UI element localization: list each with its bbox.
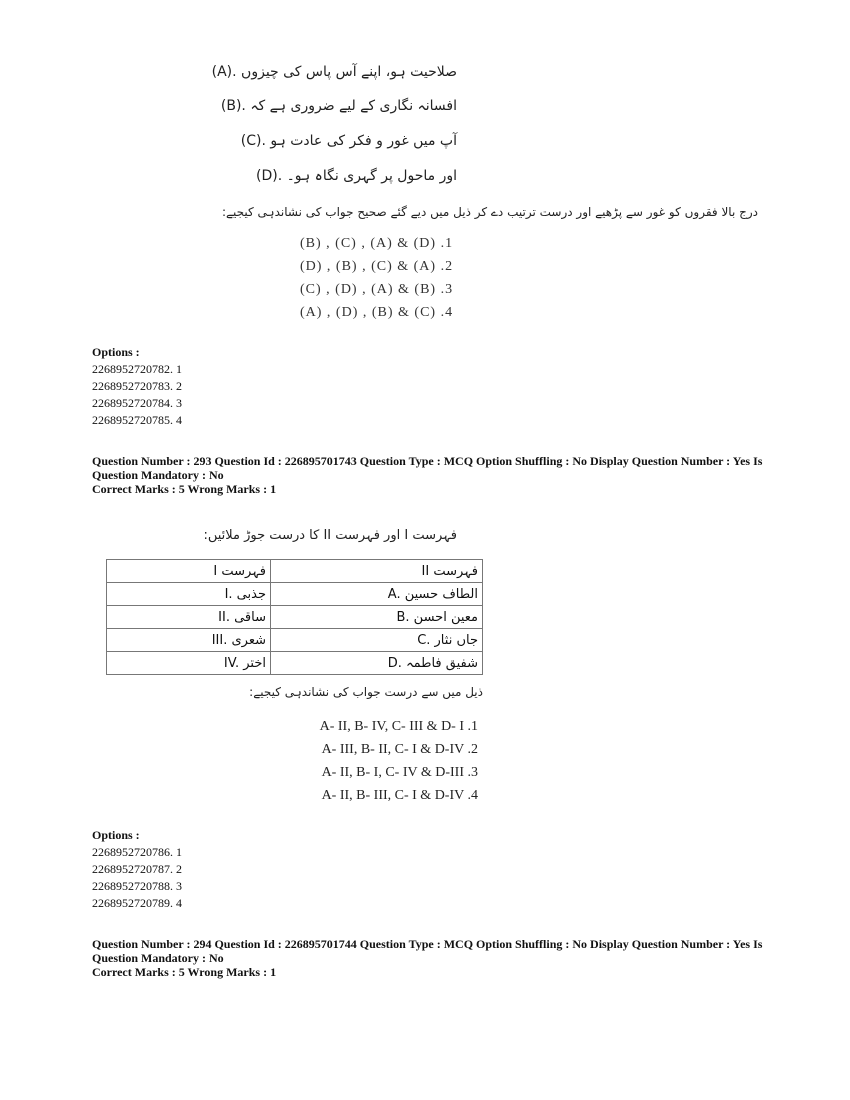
q292-instruction: درج بالا فقروں کو غور سے پڑھیے اور درست ترتیب دے کر ذیل میں دیے گئے صحیح جواب کی نشاندہی کیجیے: — [221, 205, 758, 219]
match-answer-4: A- II, B- III, C- I & D-IV .4 — [321, 788, 478, 803]
header-list-2: فہرست II — [271, 560, 483, 583]
option-id: 2268952720787. 2 — [92, 862, 182, 876]
list-2-cell: B. معین احسن — [271, 606, 483, 629]
option-id: 2268952720784. 3 — [92, 396, 182, 410]
q293-header — [92, 454, 772, 496]
order-option-2: (D) , (B) , (C) & (A) .2 — [300, 259, 454, 274]
list-1-cell: IV. اختر — [107, 652, 271, 675]
order-option-4: (A) , (D) , (B) & (C) .4 — [300, 305, 454, 320]
q293-answer-prompt: ذیل میں سے درست جواب کی نشاندہی کیجیے: — [249, 685, 483, 699]
statement-a: (A). صلاحیت ہو، اپنے آس پاس کی چیزوں — [211, 64, 457, 80]
list-1-cell: I. جذبی — [107, 583, 271, 606]
q293-header-line2: Question Mandatory : No — [92, 468, 224, 482]
q294-header — [92, 937, 772, 979]
q294-marks: Correct Marks : 5 Wrong Marks : 1 — [92, 965, 277, 979]
match-table — [106, 559, 483, 675]
q293-marks: Correct Marks : 5 Wrong Marks : 1 — [92, 482, 277, 496]
statement-c: (C). آپ میں غور و فکر کی عادت ہو — [240, 133, 457, 149]
table-row — [107, 606, 483, 629]
option-id: 2268952720788. 3 — [92, 879, 182, 893]
option-id: 2268952720783. 2 — [92, 379, 182, 393]
header-list-1: فہرست I — [107, 560, 271, 583]
list-1-cell: II. ساقی — [107, 606, 271, 629]
list-2-cell: A. الطاف حسین — [271, 583, 483, 606]
option-id: 2268952720786. 1 — [92, 845, 182, 859]
list-2-cell: D. شفیق فاطمہ — [271, 652, 483, 675]
match-answer-3: A- II, B- I, C- IV & D-III .3 — [321, 765, 478, 780]
q293-options-list — [92, 844, 182, 912]
option-id: 2268952720789. 4 — [92, 896, 182, 910]
order-option-3: (C) , (D) , (A) & (B) .3 — [300, 282, 454, 297]
table-row — [107, 629, 483, 652]
q293-header-line1: Question Number : 293 Question Id : 226895701743 Question Type : MCQ Option Shuffling : No Display Question Number : Yes Is — [92, 454, 763, 468]
list-2-cell: C. جاں نثار — [271, 629, 483, 652]
match-answer-2: A- III, B- II, C- I & D-IV .2 — [321, 742, 478, 757]
q292-options-list — [92, 361, 182, 429]
option-id: 2268952720785. 4 — [92, 413, 182, 427]
order-option-1: (B) , (C) , (A) & (D) .1 — [300, 236, 454, 251]
q294-header-line2: Question Mandatory : No — [92, 951, 224, 965]
match-table-header — [107, 560, 483, 583]
option-id: 2268952720782. 1 — [92, 362, 182, 376]
match-answer-1: A- II, B- IV, C- III & D- I .1 — [319, 719, 478, 734]
q294-header-line1: Question Number : 294 Question Id : 226895701744 Question Type : MCQ Option Shuffling : No Display Question Number : Yes Is — [92, 937, 763, 951]
table-row — [107, 583, 483, 606]
q293-instruction: فہرست I اور فہرست II کا درست جوڑ ملائیں: — [203, 528, 457, 543]
q292-options-label: Options : — [92, 345, 140, 359]
list-1-cell: III. شعری — [107, 629, 271, 652]
table-row — [107, 652, 483, 675]
q293-options-label: Options : — [92, 828, 140, 842]
statement-d: (D). اور ماحول پر گہری نگاہ ہو۔ — [255, 168, 457, 184]
statement-b: (B). افسانہ نگاری کے لیے ضروری ہے کہ — [220, 98, 457, 114]
